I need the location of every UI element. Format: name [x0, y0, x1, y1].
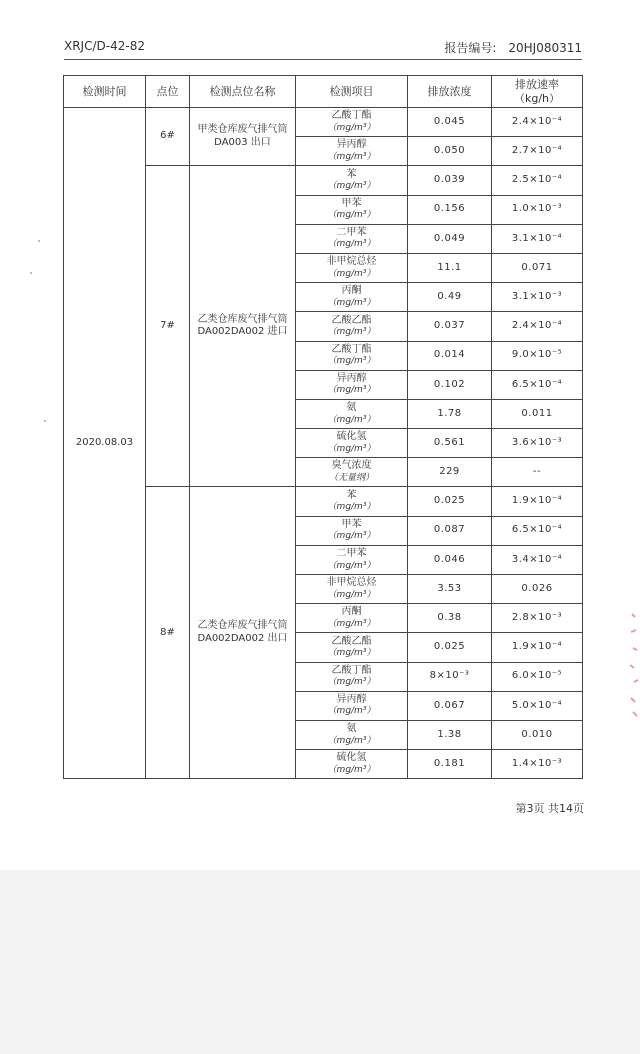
emission-rate: 2.5×10⁻⁴ — [492, 166, 583, 195]
test-item-unit: （mg/m³） — [327, 764, 376, 775]
test-item-cell — [296, 370, 408, 399]
emission-rate: 2.4×10⁻⁴ — [492, 108, 583, 137]
test-item-unit: （mg/m³） — [327, 414, 376, 425]
test-item-unit: （mg/m³） — [327, 327, 376, 338]
emission-rate: 0.071 — [492, 253, 583, 282]
test-item-cell — [296, 224, 408, 253]
emission-concentration: 0.49 — [408, 283, 492, 312]
test-item-unit: （mg/m³） — [327, 385, 376, 396]
point-id: 6# — [146, 108, 190, 166]
test-item-name: 丙酮 — [341, 606, 362, 618]
test-item-cell — [296, 604, 408, 633]
test-item-name: 异丙醇 — [336, 693, 367, 705]
emission-rate: 6.5×10⁻⁴ — [492, 516, 583, 545]
test-item-name: 氨 — [346, 723, 357, 735]
test-item-unit: （mg/m³） — [327, 356, 376, 367]
test-item-unit: （mg/m³） — [327, 589, 376, 600]
emission-concentration: 0.049 — [408, 224, 492, 253]
test-item-cell — [296, 575, 408, 604]
test-item-unit: （mg/m³） — [327, 210, 376, 221]
test-item-name: 异丙醇 — [336, 372, 367, 384]
emission-results-table — [63, 75, 583, 779]
emission-concentration: 0.181 — [408, 750, 492, 779]
table-row — [64, 108, 583, 137]
test-item-cell — [296, 458, 408, 487]
test-item-cell — [296, 312, 408, 341]
test-item-name: 硫化氢 — [336, 431, 367, 443]
table-header-row — [64, 76, 583, 108]
report-number: 20HJ080311 — [508, 41, 582, 55]
test-item-name: 丙酮 — [341, 285, 362, 297]
emission-concentration: 0.045 — [408, 108, 492, 137]
emission-rate: 5.0×10⁻⁴ — [492, 691, 583, 720]
point-location-name: 乙类仓库废气排气筒 DA002DA002 出口 — [190, 487, 296, 779]
test-item-cell — [296, 137, 408, 166]
test-item-name: 乙酸丁酯 — [331, 664, 372, 676]
point-location-name: 乙类仓库废气排气筒 DA002DA002 进口 — [190, 166, 296, 487]
test-item-name: 氨 — [346, 402, 357, 414]
emission-concentration: 0.067 — [408, 691, 492, 720]
test-item-name: 二甲苯 — [336, 548, 367, 560]
emission-rate: 2.7×10⁻⁴ — [492, 137, 583, 166]
emission-rate: 1.9×10⁻⁴ — [492, 633, 583, 662]
emission-concentration: 8×10⁻³ — [408, 662, 492, 691]
test-item-cell — [296, 487, 408, 516]
test-item-name: 乙酸丁酯 — [331, 110, 372, 122]
emission-rate: 2.4×10⁻⁴ — [492, 312, 583, 341]
test-item-unit: （无量纲） — [328, 472, 374, 483]
emission-rate: -- — [492, 458, 583, 487]
emission-concentration: 0.025 — [408, 487, 492, 516]
emission-concentration: 0.039 — [408, 166, 492, 195]
test-item-unit: （mg/m³） — [327, 151, 376, 162]
test-item-name: 硫化氢 — [336, 752, 367, 764]
emission-concentration: 229 — [408, 458, 492, 487]
emission-rate: 3.4×10⁻⁴ — [492, 545, 583, 574]
test-item-unit: （mg/m³） — [327, 181, 376, 192]
column-header: 点位 — [146, 76, 190, 108]
emission-rate: 1.4×10⁻³ — [492, 750, 583, 779]
emission-rate: 2.8×10⁻³ — [492, 604, 583, 633]
test-item-cell — [296, 166, 408, 195]
test-date: 2020.08.03 — [64, 108, 146, 779]
test-item-unit: （mg/m³） — [327, 618, 376, 629]
emission-rate: 0.026 — [492, 575, 583, 604]
column-header: 排放速率 （kg/h） — [492, 76, 583, 108]
column-header: 检测点位名称 — [190, 76, 296, 108]
test-item-name: 甲苯 — [341, 197, 362, 209]
header-rule — [64, 59, 582, 60]
test-item-cell — [296, 720, 408, 749]
test-item-unit: （mg/m³） — [327, 443, 376, 454]
point-location-name: 甲类仓库废气排气筒 DA003 出口 — [190, 108, 296, 166]
emission-concentration: 1.78 — [408, 399, 492, 428]
test-item-unit: （mg/m³） — [327, 122, 376, 133]
emission-rate: 0.010 — [492, 720, 583, 749]
scan-speck — [30, 272, 32, 274]
emission-concentration: 3.53 — [408, 575, 492, 604]
scan-speck — [38, 240, 40, 242]
test-item-cell — [296, 399, 408, 428]
emission-rate: 6.0×10⁻⁵ — [492, 662, 583, 691]
test-item-name: 非甲烷总烃 — [326, 256, 377, 268]
emission-concentration: 0.014 — [408, 341, 492, 370]
emission-rate: 3.6×10⁻³ — [492, 429, 583, 458]
test-item-cell — [296, 253, 408, 282]
emission-concentration: 1.38 — [408, 720, 492, 749]
point-id: 8# — [146, 487, 190, 779]
test-item-unit: （mg/m³） — [327, 677, 376, 688]
emission-concentration: 0.102 — [408, 370, 492, 399]
test-item-cell — [296, 750, 408, 779]
emission-concentration: 0.38 — [408, 604, 492, 633]
emission-concentration: 0.037 — [408, 312, 492, 341]
test-item-cell — [296, 691, 408, 720]
emission-rate: 3.1×10⁻⁴ — [492, 224, 583, 253]
emission-concentration: 0.561 — [408, 429, 492, 458]
emission-rate: 0.011 — [492, 399, 583, 428]
test-item-name: 甲苯 — [341, 518, 362, 530]
test-item-unit: （mg/m³） — [327, 531, 376, 542]
emission-concentration: 0.046 — [408, 545, 492, 574]
test-item-unit: （mg/m³） — [327, 735, 376, 746]
emission-rate: 6.5×10⁻⁴ — [492, 370, 583, 399]
test-item-cell — [296, 662, 408, 691]
test-item-name: 异丙醇 — [336, 139, 367, 151]
test-item-name: 苯 — [346, 489, 357, 501]
test-item-name: 臭气浓度 — [331, 460, 372, 472]
emission-concentration: 0.025 — [408, 633, 492, 662]
emission-concentration: 11.1 — [408, 253, 492, 282]
report-number-block — [444, 39, 582, 56]
emission-rate: 9.0×10⁻⁵ — [492, 341, 583, 370]
point-id: 7# — [146, 166, 190, 487]
emission-rate: 1.9×10⁻⁴ — [492, 487, 583, 516]
test-item-unit: （mg/m³） — [327, 560, 376, 571]
test-item-cell — [296, 341, 408, 370]
test-item-cell — [296, 283, 408, 312]
test-item-unit: （mg/m³） — [327, 268, 376, 279]
test-item-name: 二甲苯 — [336, 226, 367, 238]
test-item-unit: （mg/m³） — [327, 648, 376, 659]
page-number: 第3页 共14页 — [515, 802, 584, 815]
column-header: 检测项目 — [296, 76, 408, 108]
emission-concentration: 0.087 — [408, 516, 492, 545]
scan-speck — [44, 420, 46, 422]
emission-concentration: 0.050 — [408, 137, 492, 166]
test-item-cell — [296, 195, 408, 224]
emission-rate: 3.1×10⁻³ — [492, 283, 583, 312]
test-item-unit: （mg/m³） — [327, 502, 376, 513]
test-item-cell — [296, 516, 408, 545]
emission-rate: 1.0×10⁻³ — [492, 195, 583, 224]
emission-concentration: 0.156 — [408, 195, 492, 224]
test-item-unit: （mg/m³） — [327, 297, 376, 308]
test-item-unit: （mg/m³） — [327, 706, 376, 717]
stamp-edge — [628, 610, 640, 720]
test-item-name: 乙酸丁酯 — [331, 343, 372, 355]
doc-code: XRJC/D-42-82 — [64, 39, 145, 53]
test-item-cell — [296, 633, 408, 662]
test-item-name: 苯 — [346, 168, 357, 180]
test-item-name: 乙酸乙酯 — [331, 314, 372, 326]
test-item-name: 乙酸乙酯 — [331, 635, 372, 647]
test-item-unit: （mg/m³） — [327, 239, 376, 250]
test-item-cell — [296, 108, 408, 137]
test-item-cell — [296, 545, 408, 574]
column-header: 检测时间 — [64, 76, 146, 108]
test-item-name: 非甲烷总烃 — [326, 577, 377, 589]
report-number-label: 报告编号: — [444, 41, 497, 55]
column-header: 排放浓度 — [408, 76, 492, 108]
test-item-cell — [296, 429, 408, 458]
